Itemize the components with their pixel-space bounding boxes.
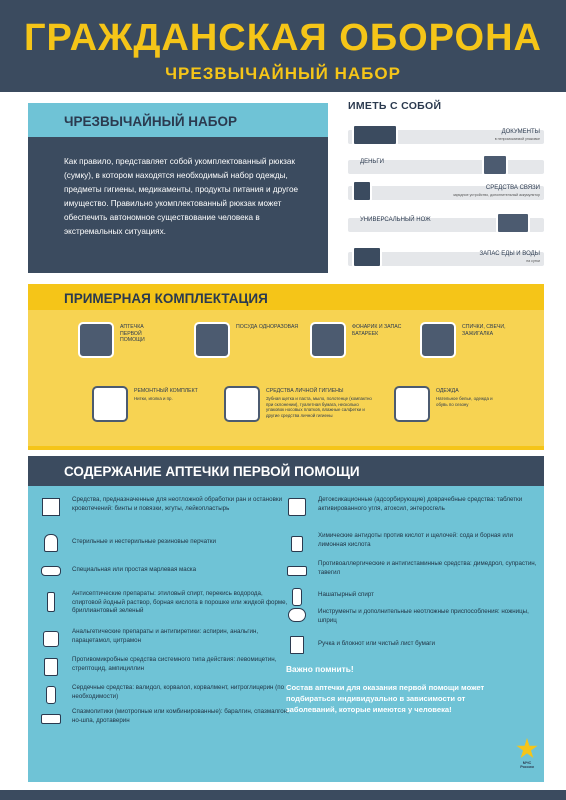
kit-item-title: ПОСУДА ОДНОРАЗОВАЯ: [236, 324, 299, 330]
kit-divider: [28, 446, 544, 450]
carry-item-knife: [348, 212, 544, 234]
emblem-star-icon: [516, 738, 538, 760]
kit-item-desc: Нитки, иголка и пр.: [134, 396, 173, 401]
intro-title-bar: [28, 103, 328, 137]
first-aid-item-text: Инструменты и дополнительные неотложные приспособления: ножницы, шприц: [318, 608, 529, 624]
notepad-icon: [286, 634, 308, 656]
poster-title: ГРАЖДАНСКАЯ ОБОРОНА: [24, 17, 542, 59]
kit-title: ПРИМЕРНАЯ КОМПЛЕКТАЦИЯ: [64, 291, 268, 306]
kit-item-title: СРЕДСТВА ЛИЧНОЙ ГИГИЕНЫ: [266, 388, 344, 394]
phone-icon: [352, 180, 372, 202]
detox-icon: [286, 496, 308, 518]
first-aid-item-text: Противоаллергические и антигистаминные средства: димедрол, супрастин, тавегил: [318, 560, 537, 576]
carry-item-documents: [348, 124, 544, 146]
antiseptic-icon: [40, 590, 62, 612]
kit-item-title: СПИЧКИ, СВЕЧИ, ЗАЖИГАЛКА: [462, 324, 506, 337]
first-aid-item-text: Химические антидоты против кислот и щелочей: сода и борная или лимонная кислота: [318, 532, 513, 548]
heart-drops-icon: [40, 684, 62, 706]
food-water-icon: [352, 246, 382, 268]
matches-icon: [420, 322, 456, 358]
first-aid-item-text: Спазмолитики (миотропные или комбинированные): баралгин, спазмалгон, но-шпа, дротаверин: [72, 708, 289, 724]
first-aid-item-text: Ручка и блокнот или чистый лист бумаги: [318, 640, 436, 647]
antiallergy-icon: [286, 560, 308, 582]
first-aid-item-text: Средства, предназначенные для неотложной обработки ран и остановки кровотечений: бинты и повязки, жгуты, лейкопластырь: [72, 496, 283, 512]
poster-footer: [0, 790, 566, 800]
intro-panel: [28, 103, 328, 273]
note-title: Важно помнить!: [286, 664, 354, 674]
knife-icon: [496, 212, 530, 234]
carry-item-food: [348, 246, 544, 268]
kit-item-title: РЕМОНТНЫЙ КОМПЛЕКТ: [134, 388, 198, 394]
carry-sub: на сутки: [526, 259, 540, 263]
flashlight-icon: [310, 322, 346, 358]
first-aid-item-text: Стерильные и нестерильные резиновые перчатки: [72, 538, 216, 545]
brand-name: МЧС России: [520, 761, 534, 769]
kit-item-title: ФОНАРИК И ЗАПАС БАТАРЕЕК: [352, 324, 402, 337]
carry-sub: зарядное устройство, дополнительный аккумулятор: [452, 193, 540, 197]
antidote-icon: [286, 532, 308, 554]
first-aid-item-text: Антисептические препараты: этиловый спирт, перекись водорода, спиртовой йодный раствор, борная кислота в порошке или жидкой форме, бриллиантовый зеленый: [72, 590, 288, 615]
scissors-icon: [286, 604, 308, 626]
first-aid-item-text: Специальная или простая марлевая маска: [72, 566, 197, 573]
intro-text: Как правило, представляет собой укомплектованный рюкзак (сумку), в котором находятся необходимый набор одежды, предметы гигиены, медикаменты, продукты питания и другое имущество. Правильно укомплектованный рюкзак может обеспечить автономное существование человека в экстремальных ситуациях.: [64, 157, 299, 236]
important-note: [286, 664, 516, 715]
analgesic-icon: [40, 628, 62, 650]
mask-icon: [40, 560, 62, 582]
first-aid-item-text: Нашатырный спирт: [318, 591, 374, 598]
note-text: Состав аптечки для оказания первой помощи может подбираться индивидуально в зависимости от заболеваний, которые имеются у человека!: [286, 683, 485, 714]
first-aid-item-text: Детоксикационные (адсорбирующие) доврачебные средства: таблетки активированного угля, атоксил, энтеросгель: [318, 496, 523, 512]
sewing-kit-icon: [92, 386, 128, 422]
first-aid-item-text: Противомикробные средства системного типа действия: левомицетин, стрептоцид, ампициллин: [72, 656, 277, 672]
pills-icon: [40, 708, 62, 730]
poster-subtitle: ЧРЕЗВЫЧАЙНЫЙ НАБОР: [165, 64, 401, 83]
bandage-icon: [40, 496, 62, 518]
carry-sub: в непромокаемой упаковке: [494, 137, 540, 141]
first-aid-title: СОДЕРЖАНИЕ АПТЕЧКИ ПЕРВОЙ ПОМОЩИ: [64, 464, 360, 479]
emergency-ministry-logo: [516, 738, 538, 769]
kit-item-desc: Зубная щетка и паста, мыло, полотенце (компактно при склонении), туалетная бумага, несколько упаковок носовых платков, влажные салфетки и другие средства личной гигиены: [266, 396, 372, 418]
carry-label: УНИВЕРСАЛЬНЫЙ НОЖ: [360, 217, 431, 223]
money-icon: [482, 154, 508, 176]
kit-item-desc: Нательное белье, одежда и обувь по сезону: [436, 396, 493, 407]
first-aid-kit-icon: [78, 322, 114, 358]
carry-item-communication: [348, 180, 544, 202]
carry-label: ЗАПАС ЕДЫ И ВОДЫ: [479, 251, 540, 257]
documents-icon: [352, 124, 398, 146]
first-aid-item-text: Сердечные средства: валидол, корвалол, корвалмент, нитроглицерин (по необходимости): [72, 684, 285, 700]
antimicrobial-icon: [40, 656, 62, 678]
dishes-icon: [194, 322, 230, 358]
kit-item-title: АПТЕЧКА ПЕРВОЙ ПОМОЩИ: [120, 324, 145, 344]
carry-label: СРЕДСТВА СВЯЗИ: [485, 185, 540, 191]
gloves-icon: [40, 532, 62, 554]
intro-title: ЧРЕЗВЫЧАЙНЫЙ НАБОР: [64, 114, 237, 129]
first-aid-panel: [28, 456, 544, 782]
kit-item-title: ОДЕЖДА: [436, 388, 459, 394]
poster-header: [0, 0, 566, 92]
hygiene-icon: [224, 386, 260, 422]
first-aid-title-bar: [28, 456, 544, 486]
carry-panel: [348, 100, 544, 276]
kit-title-bar: [28, 284, 544, 310]
carry-title: ИМЕТЬ С СОБОЙ: [348, 100, 442, 112]
carry-label: ДОКУМЕНТЫ: [501, 129, 540, 135]
kit-panel: [28, 284, 544, 450]
carry-item-money: [348, 154, 544, 176]
clothes-icon: [394, 386, 430, 422]
carry-label: ДЕНЬГИ: [360, 159, 384, 165]
first-aid-item-text: Анальгетические препараты и антипиретики: аспирин, анальгин, парацетамол, цитрамон: [72, 628, 259, 644]
